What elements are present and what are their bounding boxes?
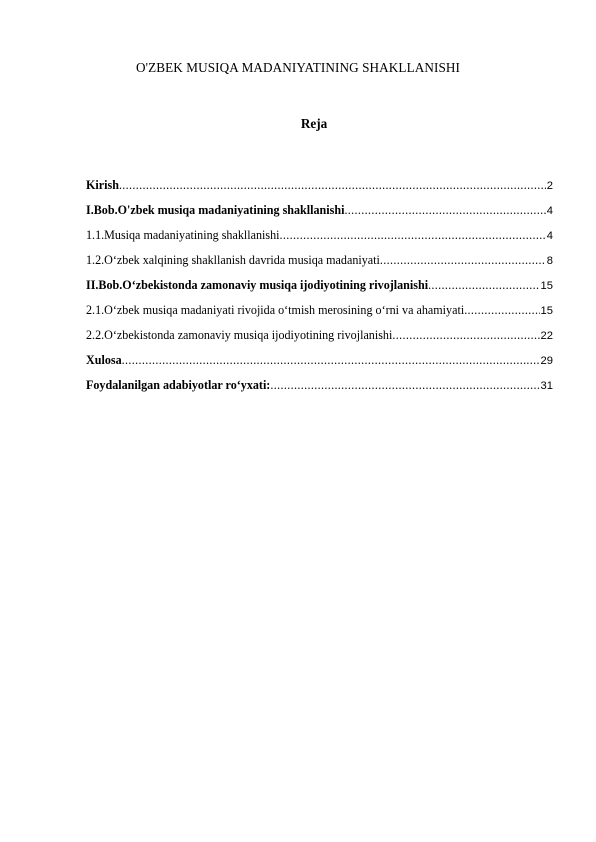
toc-entry-title: 2.1.O‘zbek musiqa madaniyati rivojida o‘tmish merosining o‘rni va ahamiyati xyxy=(86,303,465,317)
toc-dot-leader xyxy=(279,228,545,243)
toc-entry-section-1-1[interactable] xyxy=(86,228,553,253)
toc-page-number: 22 xyxy=(540,330,553,342)
toc-entry-title: 1.2.O‘zbek xalqining shakllanish davrida musiqa madaniyati xyxy=(86,253,380,267)
toc-entry-title: II.Bob.O‘zbekistonda zamonaviy musiqa ijodiyotining rivojlanishi xyxy=(86,278,429,292)
toc-page-number: 4 xyxy=(546,230,553,242)
toc-entry-title: Foydalanilgan adabiyotlar ro‘yxati: xyxy=(86,378,271,392)
toc-entry-title: Kirish xyxy=(86,178,119,192)
toc-entry-kirish[interactable] xyxy=(86,178,553,203)
toc-entry-section-2-2[interactable] xyxy=(86,328,553,353)
toc-page-number: 31 xyxy=(540,380,553,392)
toc-entry-title: I.Bob.O'zbek musiqa madaniyatining shakllanishi xyxy=(86,203,345,217)
toc-entry-title: 2.2.O‘zbekistonda zamonaviy musiqa ijodiyotining rivojlanishi xyxy=(86,328,393,342)
toc-dot-leader xyxy=(122,353,540,368)
toc-entry-bibliography[interactable] xyxy=(86,378,553,403)
toc-entry-section-1-2[interactable] xyxy=(86,253,553,278)
toc-entry-section-2-1[interactable] xyxy=(86,303,553,328)
toc-entry-title: 1.1.Musiqa madaniyatining shakllanishi xyxy=(86,228,280,242)
toc-dot-leader xyxy=(270,378,539,393)
toc-dot-leader xyxy=(392,328,539,343)
toc-dot-leader xyxy=(119,178,546,193)
toc-entry-chapter-2[interactable] xyxy=(86,278,553,303)
toc-dot-leader xyxy=(464,303,539,318)
table-of-contents xyxy=(86,178,553,403)
plan-heading: Reja xyxy=(300,116,328,131)
toc-page-number: 2 xyxy=(546,180,553,192)
toc-dot-leader xyxy=(344,203,545,218)
toc-entry-chapter-1[interactable] xyxy=(86,203,553,228)
toc-page-number: 29 xyxy=(540,355,553,367)
toc-page-number: 8 xyxy=(546,255,553,267)
toc-page-number: 15 xyxy=(540,305,553,317)
toc-entry-title: Xulosa xyxy=(86,353,122,367)
toc-entry-xulosa[interactable] xyxy=(86,353,553,378)
document-title: O'ZBEK MUSIQA MADANIYATINING SHAKLLANISHI xyxy=(135,60,461,75)
toc-dot-leader xyxy=(428,278,539,293)
toc-page-number: 15 xyxy=(540,280,553,292)
toc-page-number: 4 xyxy=(546,205,553,217)
toc-dot-leader xyxy=(380,253,546,268)
